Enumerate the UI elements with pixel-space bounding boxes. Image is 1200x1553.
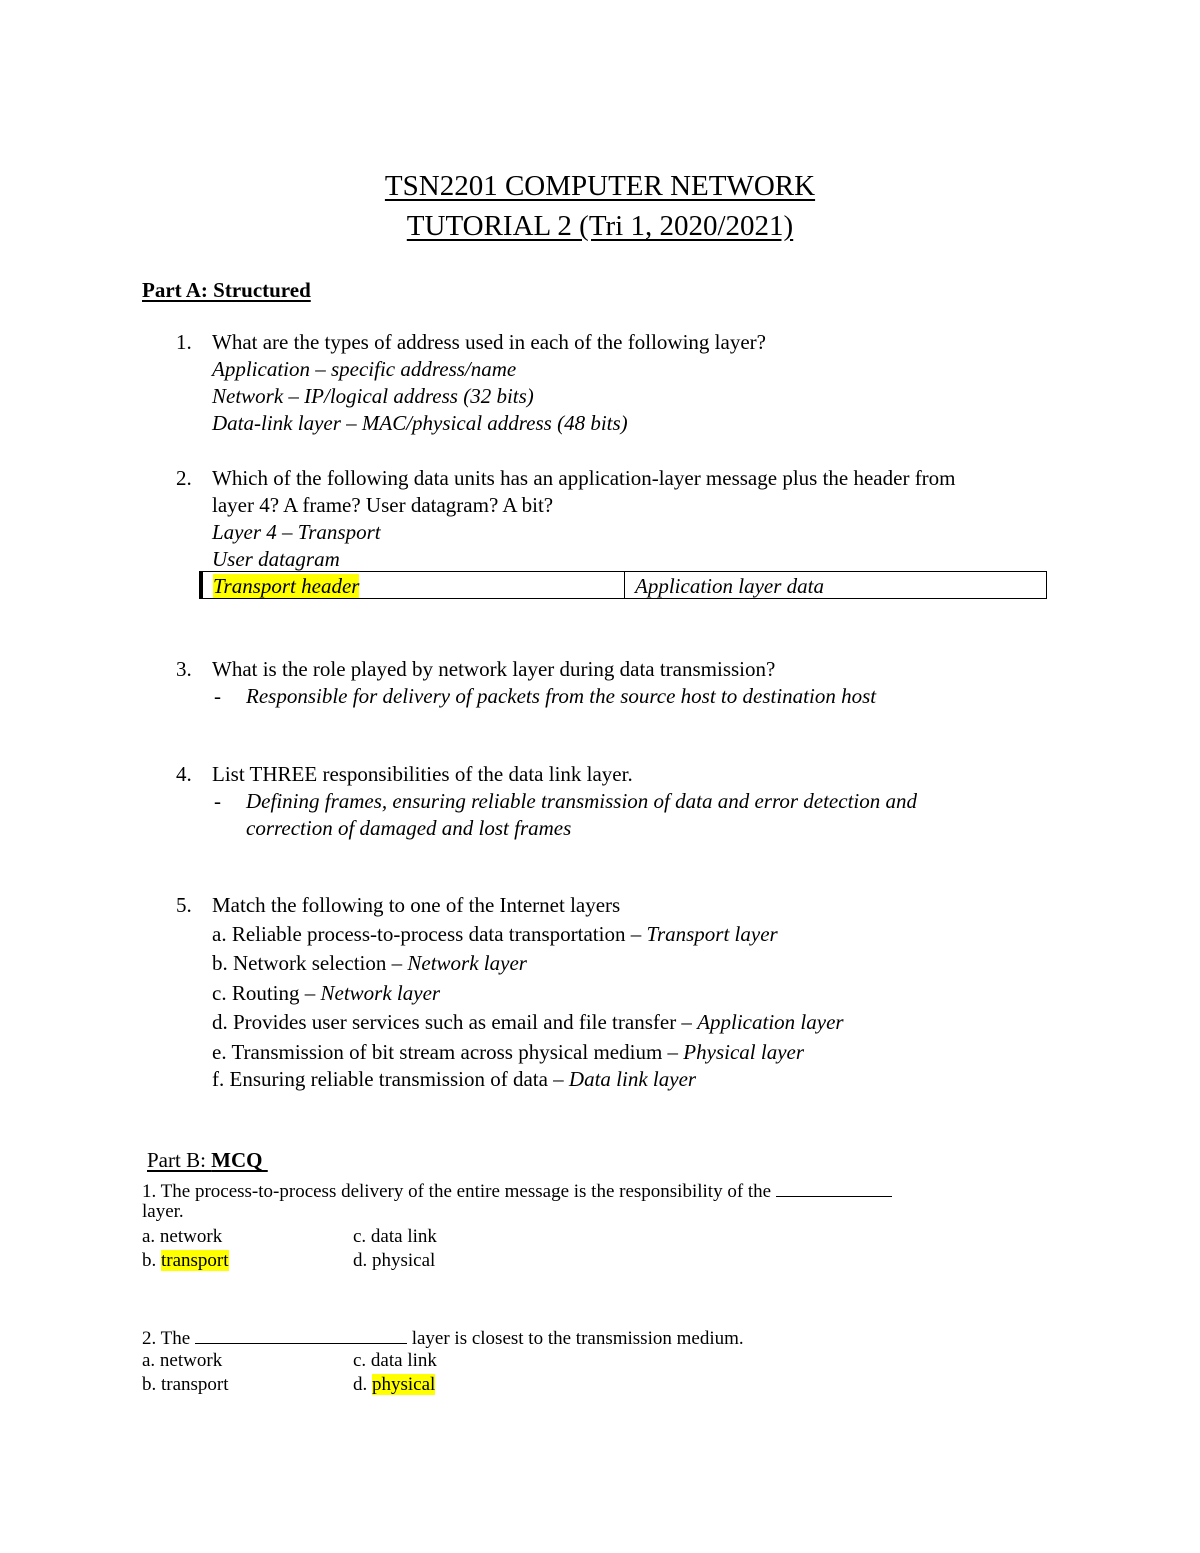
transport-header-cell	[200, 572, 624, 598]
q5-item-f: f. Ensuring reliable transmission of data – Data link layer	[212, 1067, 697, 1091]
q4-text: List THREE responsibilities of the data link layer.	[212, 762, 633, 786]
q5-item-b: b. Network selection – Network layer	[212, 951, 527, 975]
application-data-label: Application layer data	[635, 574, 824, 598]
q2-text-line1: Which of the following data units has an application-layer message plus the header from	[212, 466, 956, 490]
mcq1-question-line1: 1. The process-to-process delivery of the entire message is the responsibility of the	[142, 1178, 892, 1203]
part-a-heading: Part A: Structured	[142, 278, 311, 302]
mcq1-option-c: c. data link	[353, 1226, 437, 1247]
mcq1-option-b: b. transport	[142, 1250, 229, 1271]
q4-dash: -	[214, 789, 221, 813]
q5-item-d: d. Provides user services such as email and file transfer – Application layer	[212, 1010, 844, 1034]
mcq2-correct-answer: physical	[372, 1374, 436, 1395]
q4-number: 4.	[176, 762, 192, 786]
q1-answer-network: Network – IP/logical address (32 bits)	[212, 384, 534, 408]
datagram-structure-table	[199, 571, 1047, 599]
q1-number: 1.	[176, 330, 192, 354]
mcq1-answer-blank	[776, 1178, 892, 1197]
mcq1-option-d: d. physical	[353, 1250, 436, 1271]
transport-header-label: Transport header	[213, 574, 360, 598]
q5-text: Match the following to one of the Internet layers	[212, 893, 621, 917]
mcq2-question: 2. The layer is closest to the transmission medium.	[142, 1325, 744, 1350]
q3-text: What is the role played by network layer during data transmission?	[212, 657, 776, 681]
q2-text-line2: layer 4? A frame? User datagram? A bit?	[212, 493, 554, 517]
mcq1-option-a: a. network	[142, 1226, 223, 1247]
mcq2-answer-blank	[195, 1325, 407, 1344]
q4-answer-line2: correction of damaged and lost frames	[246, 816, 572, 840]
document-title-line2: TUTORIAL 2 (Tri 1, 2020/2021)	[406, 210, 794, 242]
application-data-cell	[624, 572, 1046, 598]
q1-answer-application: Application – specific address/name	[212, 357, 517, 381]
q5-item-e: e. Transmission of bit stream across physical medium – Physical layer	[212, 1040, 805, 1064]
q3-number: 3.	[176, 657, 192, 681]
mcq1-question-line2: layer.	[142, 1201, 184, 1222]
mcq2-option-c: c. data link	[353, 1350, 437, 1371]
mcq2-option-a: a. network	[142, 1350, 223, 1371]
mcq2-option-b: b. transport	[142, 1374, 229, 1395]
q5-item-c: c. Routing – Network layer	[212, 981, 441, 1005]
q2-number: 2.	[176, 466, 192, 490]
part-b-heading: Part B: MCQ	[147, 1148, 263, 1172]
q5-item-a: a. Reliable process-to-process data transportation – Transport layer	[212, 922, 778, 946]
q2-answer-datagram: User datagram	[212, 547, 340, 571]
q3-dash: -	[214, 684, 221, 708]
q1-text: What are the types of address used in each of the following layer?	[212, 330, 766, 354]
mcq2-option-d: d. physical	[353, 1374, 436, 1395]
q4-answer-line1: Defining frames, ensuring reliable transmission of data and error detection and	[246, 789, 917, 813]
q2-answer-layer: Layer 4 – Transport	[212, 520, 381, 544]
q1-answer-datalink: Data-link layer – MAC/physical address (48 bits)	[212, 411, 628, 435]
q5-number: 5.	[176, 893, 192, 917]
document-title-line1: TSN2201 COMPUTER NETWORK	[384, 170, 816, 202]
q3-answer: Responsible for delivery of packets from the source host to destination host	[246, 684, 877, 708]
mcq1-correct-answer: transport	[161, 1250, 229, 1271]
